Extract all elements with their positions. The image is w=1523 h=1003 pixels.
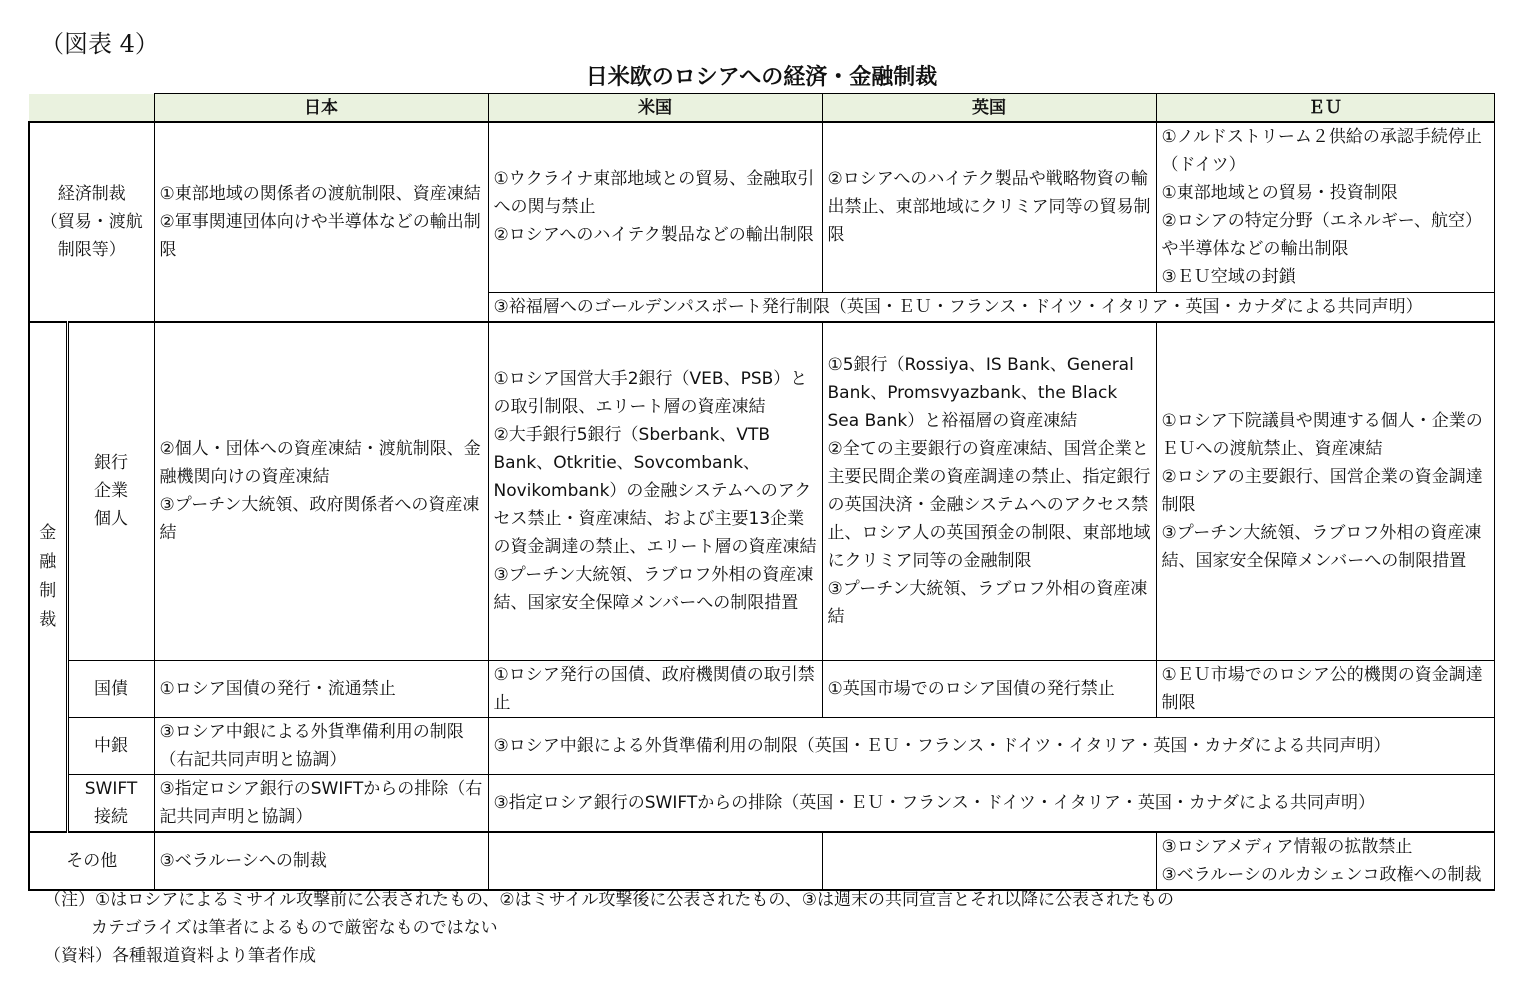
economic-us-cell: ①ウクライナ東部地域との貿易、金融取引への関与禁止 ②ロシアへのハイテク製品などの輸出制限 — [488, 122, 822, 292]
header-row — [29, 94, 1494, 123]
bonds-japan-cell: ①ロシア国債の発行・流通禁止 — [154, 660, 488, 717]
table-title: 日米欧のロシアへの経済・金融制裁 — [585, 65, 938, 90]
other-row — [29, 832, 1494, 890]
economic-uk-cell: ②ロシアへのハイテク製品や戦略物資の輸出禁止、東部地域にクリミア同等の貿易制限 — [822, 122, 1156, 292]
bonds-row — [29, 660, 1494, 717]
other-us-cell — [488, 832, 822, 890]
figure-label: （図表 4） — [40, 30, 159, 58]
economic-joint-statement: ③裕福層へのゴールデンパスポート発行制限（英国・ＥＵ・フランス・ドイツ・イタリア・英国・カナダによる共同声明） — [488, 292, 1494, 322]
economic-japan-cell — [154, 122, 488, 322]
bank-uk-cell: ①5銀行（Rossiya、IS Bank、General Bank、Promsvyazbank、the Black Sea Bank）と裕福層の資産凍結 ②全ての主要銀行の資産凍結、国営企業と主要民間企業の資産調達の禁止、指定銀行の英国決済・金融システムへのアクセス禁止、ロシア人の英国預金の制限、東部地域にクリミア同等の金融制限 ③プーチン大統領、ラブロフ外相の資産凍結 — [822, 322, 1156, 660]
central-bank-category-label: 中銀 — [67, 717, 154, 774]
other-eu-cell: ③ロシアメディア情報の拡散禁止 ③ベラルーシのルカシェンコ政権への制裁 — [1156, 832, 1494, 890]
other-category-label: その他 — [29, 832, 154, 890]
header-eu: ＥＵ — [1156, 94, 1494, 123]
bonds-uk-cell: ①英国市場でのロシア国債の発行禁止 — [822, 660, 1156, 717]
bonds-eu-cell: ①ＥＵ市場でのロシア公的機関の資金調達制限 — [1156, 660, 1494, 717]
other-uk-cell — [822, 832, 1156, 890]
header-us: 米国 — [488, 94, 822, 123]
bank-japan-cell: ②個人・団体への資産凍結・渡航制限、金融機関向けの資産凍結 ③プーチン大統領、政府関係者への資産凍結 — [154, 322, 488, 660]
central-bank-japan-cell: ③ロシア中銀による外貨準備利用の制限（右記共同声明と協調） — [154, 717, 488, 774]
central-bank-joint-statement: ③ロシア中銀による外貨準備利用の制限（英国・ＥＵ・フランス・ドイツ・イタリア・英国・カナダによる共同声明） — [488, 717, 1494, 774]
economic-sanctions-label: 経済制裁 （貿易・渡航 制限等） — [29, 122, 154, 322]
bank-category-label: 銀行 企業 個人 — [67, 322, 154, 660]
swift-joint-statement: ③指定ロシア銀行のSWIFTからの排除（英国・ＥＵ・フランス・ドイツ・イタリア・英国・カナダによる共同声明） — [488, 774, 1494, 832]
notes-block — [44, 886, 1174, 970]
bonds-us-cell: ①ロシア発行の国債、政府機関債の取引禁止 — [488, 660, 822, 717]
swift-row — [29, 774, 1494, 832]
note-line-2: カテゴライズは筆者によるもので厳密なものではない — [91, 918, 498, 938]
note-line-1: （注）①はロシアによるミサイル攻撃前に公表されたもの、②はミサイル攻撃後に公表されたもの、③は週末の共同宣言とそれ以降に公表されたもの — [44, 890, 1174, 910]
financial-bank-row — [29, 322, 1494, 660]
sanctions-table — [28, 93, 1495, 891]
header-uk: 英国 — [822, 94, 1156, 123]
financial-sanctions-label: 金 融 制 裁 — [29, 322, 67, 832]
swift-japan-cell: ③指定ロシア銀行のSWIFTからの排除（右記共同声明と協調） — [154, 774, 488, 832]
header-japan: 日本 — [154, 94, 488, 123]
economic-eu-cell: ①ノルドストリーム２供給の承認手続停止（ドイツ） ①東部地域との貿易・投資制限 ②ロシアの特定分野（エネルギー、航空）や半導体などの輸出制限 ③ＥＵ空域の封鎖 — [1156, 122, 1494, 292]
bank-us-cell: ①ロシア国営大手2銀行（VEB、PSB）との取引制限、エリート層の資産凍結 ②大手銀行5銀行（Sberbank、VTB Bank、Otkritie、Sovcombank、Novikombank）の金融システムへのアクセス禁止・資産凍結、および主要13企業の資金調達の禁止、エリート層の資産凍結 ③プーチン大統領、ラブロフ外相の資産凍結、国家安全保障メンバーへの制限措置 — [488, 322, 822, 660]
economic-japan-text: ①東部地域の関係者の渡航制限、資産凍結 ②軍事関連団体向けや半導体などの輸出制限 — [159, 184, 481, 260]
bank-eu-cell: ①ロシア下院議員や関連する個人・企業のＥＵへの渡航禁止、資産凍結 ②ロシアの主要銀行、国営企業の資金調達制限 ③プーチン大統領、ラブロフ外相の資産凍結、国家安全保障メンバーへの制限措置 — [1156, 322, 1494, 660]
swift-category-label: SWIFT 接続 — [67, 774, 154, 832]
other-japan-cell: ③ベラルーシへの制裁 — [154, 832, 488, 890]
economic-row — [29, 122, 1494, 292]
bonds-category-label: 国債 — [67, 660, 154, 717]
source-line: （資料）各種報道資料より筆者作成 — [44, 946, 316, 966]
header-corner — [29, 94, 154, 123]
central-bank-row — [29, 717, 1494, 774]
